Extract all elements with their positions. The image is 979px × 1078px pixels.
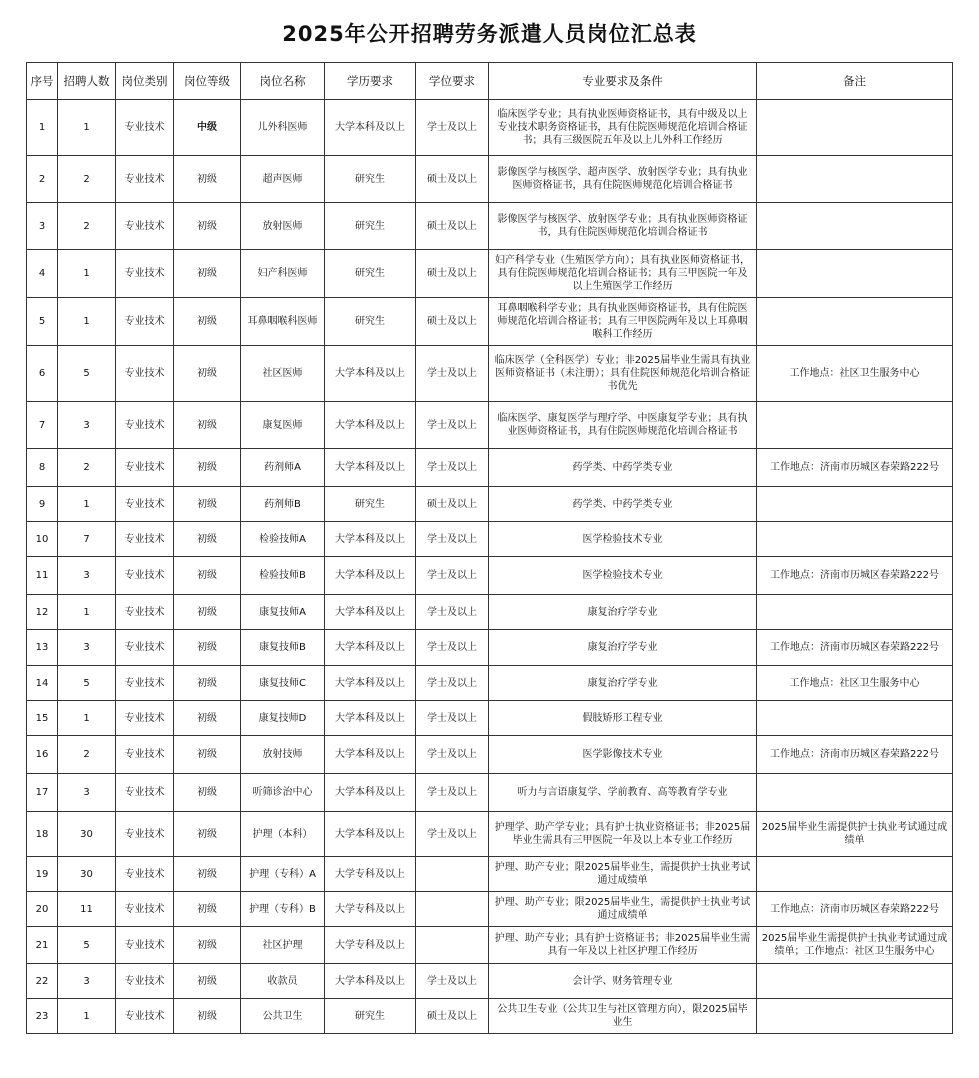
cell-name: 药剂师B xyxy=(241,487,325,522)
cell-count: 3 xyxy=(58,774,116,812)
cell-no: 23 xyxy=(27,999,58,1034)
cell-remarks xyxy=(757,999,953,1034)
cell-category: 专业技术 xyxy=(116,449,174,487)
page-title: 2025年公开招聘劳务派遣人员岗位汇总表 xyxy=(282,22,697,46)
cell-remarks: 工作地点：济南市历城区春荣路222号 xyxy=(757,449,953,487)
cell-no: 6 xyxy=(27,346,58,402)
cell-requirements: 假肢矫形工程专业 xyxy=(489,701,757,736)
cell-no: 4 xyxy=(27,250,58,298)
cell-remarks: 工作地点：社区卫生服务中心 xyxy=(757,666,953,701)
cell-category: 专业技术 xyxy=(116,701,174,736)
cell-requirements: 药学类、中药学类专业 xyxy=(489,487,757,522)
cell-count: 30 xyxy=(58,812,116,857)
cell-level: 中级 xyxy=(174,100,241,156)
cell-education: 大学本科及以上 xyxy=(325,100,416,156)
cell-level: 初级 xyxy=(174,927,241,964)
cell-name: 耳鼻咽喉科医师 xyxy=(241,298,325,346)
header-col-level: 岗位等级 xyxy=(174,63,241,100)
header-row xyxy=(27,63,953,100)
cell-name: 康复技师B xyxy=(241,630,325,666)
cell-no: 10 xyxy=(27,522,58,557)
cell-name: 检验技师A xyxy=(241,522,325,557)
cell-education: 大学本科及以上 xyxy=(325,964,416,999)
table-row xyxy=(27,557,953,595)
cell-level: 初级 xyxy=(174,298,241,346)
cell-category: 专业技术 xyxy=(116,250,174,298)
table-row xyxy=(27,857,953,892)
cell-requirements: 康复治疗学专业 xyxy=(489,595,757,630)
cell-count: 5 xyxy=(58,666,116,701)
cell-category: 专业技术 xyxy=(116,999,174,1034)
header-col-category: 岗位类别 xyxy=(116,63,174,100)
cell-degree: 学士及以上 xyxy=(416,100,489,156)
cell-degree: 学士及以上 xyxy=(416,402,489,449)
cell-category: 专业技术 xyxy=(116,402,174,449)
cell-remarks: 工作地点：济南市历城区春荣路222号 xyxy=(757,557,953,595)
cell-count: 3 xyxy=(58,402,116,449)
cell-degree: 学士及以上 xyxy=(416,666,489,701)
cell-requirements: 妇产科学专业（生殖医学方向）；具有执业医师资格证书，具有住院医师规范化培训合格证书；具有三甲医院一年及以上生殖医学工作经历 xyxy=(489,250,757,298)
cell-education: 大学本科及以上 xyxy=(325,449,416,487)
table-row xyxy=(27,927,953,964)
cell-education: 大学本科及以上 xyxy=(325,402,416,449)
cell-level: 初级 xyxy=(174,449,241,487)
cell-no: 21 xyxy=(27,927,58,964)
header-col-no: 序号 xyxy=(27,63,58,100)
cell-name: 护理（专科）A xyxy=(241,857,325,892)
cell-count: 3 xyxy=(58,964,116,999)
table-row xyxy=(27,892,953,927)
table-row xyxy=(27,595,953,630)
cell-education: 大学本科及以上 xyxy=(325,774,416,812)
cell-remarks xyxy=(757,701,953,736)
cell-count: 2 xyxy=(58,156,116,203)
header-col-requirements: 专业要求及条件 xyxy=(489,63,757,100)
cell-category: 专业技术 xyxy=(116,666,174,701)
cell-name: 康复技师D xyxy=(241,701,325,736)
cell-degree xyxy=(416,892,489,927)
cell-no: 7 xyxy=(27,402,58,449)
table-row xyxy=(27,346,953,402)
cell-category: 专业技术 xyxy=(116,774,174,812)
table-row xyxy=(27,964,953,999)
cell-name: 康复技师A xyxy=(241,595,325,630)
cell-education: 大学专科及以上 xyxy=(325,927,416,964)
cell-count: 1 xyxy=(58,250,116,298)
cell-requirements: 护理、助产专业；具有护士资格证书；非2025届毕业生需具有一年及以上社区护理工作经历 xyxy=(489,927,757,964)
cell-degree: 学士及以上 xyxy=(416,557,489,595)
cell-name: 超声医师 xyxy=(241,156,325,203)
cell-name: 检验技师B xyxy=(241,557,325,595)
cell-level: 初级 xyxy=(174,892,241,927)
cell-remarks xyxy=(757,298,953,346)
cell-education: 大学本科及以上 xyxy=(325,701,416,736)
cell-requirements: 药学类、中药学类专业 xyxy=(489,449,757,487)
cell-requirements: 医学检验技术专业 xyxy=(489,557,757,595)
cell-count: 1 xyxy=(58,701,116,736)
cell-count: 3 xyxy=(58,557,116,595)
cell-remarks: 工作地点：济南市历城区春荣路222号 xyxy=(757,736,953,774)
cell-education: 大学本科及以上 xyxy=(325,346,416,402)
cell-degree: 学士及以上 xyxy=(416,701,489,736)
cell-no: 19 xyxy=(27,857,58,892)
cell-degree: 学士及以上 xyxy=(416,449,489,487)
cell-requirements: 临床医学专业；具有执业医师资格证书，具有中级及以上专业技术职务资格证书，具有住院医师规范化培训合格证书；具有三级医院五年及以上儿外科工作经历 xyxy=(489,100,757,156)
cell-education: 大学本科及以上 xyxy=(325,736,416,774)
cell-education: 大学本科及以上 xyxy=(325,812,416,857)
cell-no: 5 xyxy=(27,298,58,346)
cell-count: 5 xyxy=(58,346,116,402)
cell-count: 30 xyxy=(58,857,116,892)
cell-degree: 学士及以上 xyxy=(416,736,489,774)
cell-remarks xyxy=(757,964,953,999)
cell-remarks xyxy=(757,857,953,892)
cell-no: 14 xyxy=(27,666,58,701)
cell-remarks xyxy=(757,203,953,250)
cell-no: 22 xyxy=(27,964,58,999)
cell-degree xyxy=(416,927,489,964)
cell-level: 初级 xyxy=(174,964,241,999)
cell-name: 收款员 xyxy=(241,964,325,999)
cell-count: 1 xyxy=(58,298,116,346)
cell-no: 12 xyxy=(27,595,58,630)
cell-name: 社区护理 xyxy=(241,927,325,964)
cell-remarks: 工作地点：济南市历城区春荣路222号 xyxy=(757,630,953,666)
cell-level: 初级 xyxy=(174,595,241,630)
cell-remarks: 工作地点：社区卫生服务中心 xyxy=(757,346,953,402)
cell-remarks xyxy=(757,595,953,630)
table-row xyxy=(27,156,953,203)
cell-level: 初级 xyxy=(174,557,241,595)
cell-education: 大学本科及以上 xyxy=(325,630,416,666)
cell-category: 专业技术 xyxy=(116,557,174,595)
cell-category: 专业技术 xyxy=(116,964,174,999)
cell-level: 初级 xyxy=(174,250,241,298)
cell-name: 放射医师 xyxy=(241,203,325,250)
table-row xyxy=(27,250,953,298)
cell-category: 专业技术 xyxy=(116,203,174,250)
cell-category: 专业技术 xyxy=(116,736,174,774)
table-row xyxy=(27,203,953,250)
cell-degree: 学士及以上 xyxy=(416,630,489,666)
table-row xyxy=(27,701,953,736)
cell-requirements: 临床医学、康复医学与理疗学、中医康复学专业；具有执业医师资格证书，具有住院医师规范化培训合格证书 xyxy=(489,402,757,449)
cell-requirements: 医学检验技术专业 xyxy=(489,522,757,557)
cell-name: 公共卫生 xyxy=(241,999,325,1034)
cell-count: 1 xyxy=(58,999,116,1034)
table-row xyxy=(27,100,953,156)
cell-requirements: 护理、助产专业；限2025届毕业生，需提供护士执业考试通过成绩单 xyxy=(489,857,757,892)
cell-no: 16 xyxy=(27,736,58,774)
cell-count: 2 xyxy=(58,449,116,487)
cell-education: 大学专科及以上 xyxy=(325,857,416,892)
cell-category: 专业技术 xyxy=(116,857,174,892)
header-col-name: 岗位名称 xyxy=(241,63,325,100)
cell-count: 5 xyxy=(58,927,116,964)
cell-remarks xyxy=(757,250,953,298)
cell-requirements: 影像医学与核医学、放射医学专业；具有执业医师资格证书，具有住院医师规范化培训合格证书 xyxy=(489,203,757,250)
cell-education: 研究生 xyxy=(325,250,416,298)
positions-table xyxy=(26,62,953,1034)
cell-no: 13 xyxy=(27,630,58,666)
cell-education: 大学本科及以上 xyxy=(325,522,416,557)
cell-remarks xyxy=(757,487,953,522)
cell-degree: 学士及以上 xyxy=(416,595,489,630)
cell-degree: 学士及以上 xyxy=(416,812,489,857)
cell-level: 初级 xyxy=(174,666,241,701)
cell-level: 初级 xyxy=(174,630,241,666)
cell-category: 专业技术 xyxy=(116,812,174,857)
cell-level: 初级 xyxy=(174,402,241,449)
header-col-count: 招聘人数 xyxy=(58,63,116,100)
cell-level: 初级 xyxy=(174,156,241,203)
table-row xyxy=(27,999,953,1034)
cell-education: 研究生 xyxy=(325,999,416,1034)
cell-name: 护理（专科）B xyxy=(241,892,325,927)
cell-category: 专业技术 xyxy=(116,595,174,630)
table-row xyxy=(27,630,953,666)
cell-level: 初级 xyxy=(174,999,241,1034)
cell-no: 3 xyxy=(27,203,58,250)
cell-education: 研究生 xyxy=(325,487,416,522)
cell-education: 大学专科及以上 xyxy=(325,892,416,927)
table-row xyxy=(27,774,953,812)
cell-category: 专业技术 xyxy=(116,100,174,156)
cell-education: 大学本科及以上 xyxy=(325,595,416,630)
cell-name: 社区医师 xyxy=(241,346,325,402)
cell-level: 初级 xyxy=(174,487,241,522)
cell-category: 专业技术 xyxy=(116,346,174,402)
cell-remarks xyxy=(757,522,953,557)
cell-name: 听筛诊治中心 xyxy=(241,774,325,812)
cell-education: 大学本科及以上 xyxy=(325,666,416,701)
cell-no: 8 xyxy=(27,449,58,487)
cell-level: 初级 xyxy=(174,857,241,892)
cell-level: 初级 xyxy=(174,346,241,402)
cell-name: 妇产科医师 xyxy=(241,250,325,298)
cell-remarks: 2025届毕业生需提供护士执业考试通过成绩单 xyxy=(757,812,953,857)
table-row xyxy=(27,449,953,487)
cell-no: 18 xyxy=(27,812,58,857)
cell-remarks xyxy=(757,774,953,812)
cell-requirements: 医学影像技术专业 xyxy=(489,736,757,774)
cell-count: 11 xyxy=(58,892,116,927)
cell-requirements: 公共卫生专业（公共卫生与社区管理方向），限2025届毕业生 xyxy=(489,999,757,1034)
cell-education: 研究生 xyxy=(325,203,416,250)
cell-name: 康复医师 xyxy=(241,402,325,449)
table-row xyxy=(27,666,953,701)
cell-level: 初级 xyxy=(174,203,241,250)
cell-requirements: 影像医学与核医学、超声医学、放射医学专业；具有执业医师资格证书，具有住院医师规范化培训合格证书 xyxy=(489,156,757,203)
cell-name: 药剂师A xyxy=(241,449,325,487)
cell-degree: 硕士及以上 xyxy=(416,250,489,298)
cell-no: 9 xyxy=(27,487,58,522)
header-col-degree: 学位要求 xyxy=(416,63,489,100)
table-row xyxy=(27,812,953,857)
cell-remarks xyxy=(757,402,953,449)
cell-degree: 学士及以上 xyxy=(416,964,489,999)
cell-remarks xyxy=(757,100,953,156)
cell-no: 2 xyxy=(27,156,58,203)
cell-category: 专业技术 xyxy=(116,892,174,927)
cell-name: 放射技师 xyxy=(241,736,325,774)
cell-degree: 学士及以上 xyxy=(416,774,489,812)
cell-degree: 学士及以上 xyxy=(416,346,489,402)
cell-requirements: 康复治疗学专业 xyxy=(489,666,757,701)
cell-requirements: 耳鼻咽喉科学专业；具有执业医师资格证书，具有住院医师规范化培训合格证书；具有三甲医院两年及以上耳鼻咽喉科工作经历 xyxy=(489,298,757,346)
cell-name: 护理（本科） xyxy=(241,812,325,857)
cell-no: 17 xyxy=(27,774,58,812)
cell-category: 专业技术 xyxy=(116,298,174,346)
cell-requirements: 临床医学（全科医学）专业；非2025届毕业生需具有执业医师资格证书（未注册）；具有住院医师规范化培训合格证书优先 xyxy=(489,346,757,402)
cell-requirements: 护理学、助产学专业；具有护士执业资格证书；非2025届毕业生需具有三甲医院一年及以上本专业工作经历 xyxy=(489,812,757,857)
cell-level: 初级 xyxy=(174,736,241,774)
table-row xyxy=(27,402,953,449)
cell-name: 康复技师C xyxy=(241,666,325,701)
cell-degree: 硕士及以上 xyxy=(416,298,489,346)
cell-category: 专业技术 xyxy=(116,630,174,666)
cell-degree xyxy=(416,857,489,892)
cell-requirements: 护理、助产专业；限2025届毕业生，需提供护士执业考试通过成绩单 xyxy=(489,892,757,927)
cell-education: 研究生 xyxy=(325,156,416,203)
header-col-remarks: 备注 xyxy=(757,63,953,100)
cell-no: 20 xyxy=(27,892,58,927)
cell-requirements: 会计学、财务管理专业 xyxy=(489,964,757,999)
cell-name: 儿外科医师 xyxy=(241,100,325,156)
cell-count: 3 xyxy=(58,630,116,666)
table-body xyxy=(27,100,953,1034)
cell-count: 1 xyxy=(58,487,116,522)
cell-count: 2 xyxy=(58,736,116,774)
cell-degree: 硕士及以上 xyxy=(416,999,489,1034)
cell-level: 初级 xyxy=(174,522,241,557)
cell-remarks: 工作地点：济南市历城区春荣路222号 xyxy=(757,892,953,927)
cell-degree: 硕士及以上 xyxy=(416,203,489,250)
cell-category: 专业技术 xyxy=(116,522,174,557)
cell-degree: 硕士及以上 xyxy=(416,156,489,203)
cell-no: 1 xyxy=(27,100,58,156)
cell-degree: 硕士及以上 xyxy=(416,487,489,522)
cell-count: 1 xyxy=(58,595,116,630)
cell-education: 研究生 xyxy=(325,298,416,346)
cell-level: 初级 xyxy=(174,812,241,857)
cell-degree: 学士及以上 xyxy=(416,522,489,557)
cell-level: 初级 xyxy=(174,774,241,812)
table-row xyxy=(27,487,953,522)
cell-no: 15 xyxy=(27,701,58,736)
cell-count: 2 xyxy=(58,203,116,250)
cell-category: 专业技术 xyxy=(116,156,174,203)
table-row xyxy=(27,736,953,774)
cell-no: 11 xyxy=(27,557,58,595)
cell-level: 初级 xyxy=(174,701,241,736)
table-row xyxy=(27,298,953,346)
table-row xyxy=(27,522,953,557)
cell-requirements: 听力与言语康复学、学前教育、高等教育学专业 xyxy=(489,774,757,812)
cell-education: 大学本科及以上 xyxy=(325,557,416,595)
cell-remarks: 2025届毕业生需提供护士执业考试通过成绩单；工作地点：社区卫生服务中心 xyxy=(757,927,953,964)
cell-count: 1 xyxy=(58,100,116,156)
cell-count: 7 xyxy=(58,522,116,557)
cell-category: 专业技术 xyxy=(116,487,174,522)
header-col-education: 学历要求 xyxy=(325,63,416,100)
cell-remarks xyxy=(757,156,953,203)
cell-requirements: 康复治疗学专业 xyxy=(489,630,757,666)
cell-category: 专业技术 xyxy=(116,927,174,964)
